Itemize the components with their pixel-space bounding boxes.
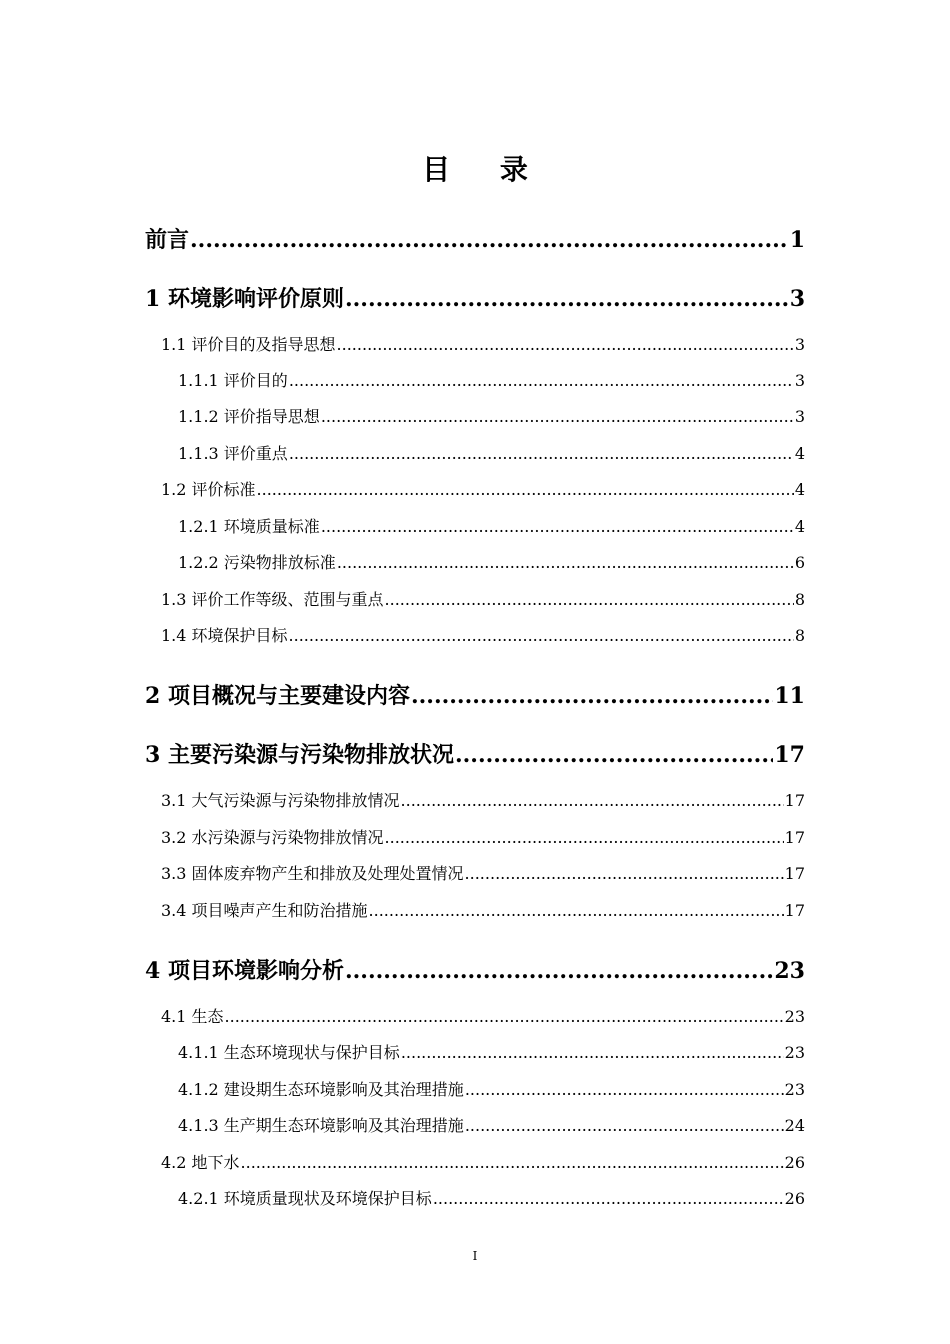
toc-entry-section-4-1[interactable] bbox=[161, 1006, 805, 1028]
toc-entry-page: 6 bbox=[794, 553, 805, 572]
toc-entry-page: 23 bbox=[784, 1007, 805, 1026]
toc-entry-label: 1.2 评价标准 bbox=[161, 480, 256, 499]
toc-entry-label: 1.1.1 评价目的 bbox=[178, 371, 288, 390]
toc-entry-page: 4 bbox=[794, 444, 805, 463]
toc-entry-page: 26 bbox=[784, 1189, 805, 1208]
toc-entry-label: 3.1 大气污染源与污染物排放情况 bbox=[161, 791, 400, 810]
toc-entry-page: 17 bbox=[784, 791, 805, 810]
toc-entry-label: 1 环境影响评价原则 bbox=[145, 286, 344, 312]
toc-entry-section-3-3[interactable] bbox=[161, 863, 805, 885]
dot-leader bbox=[455, 740, 773, 770]
toc-entry-page: 8 bbox=[794, 626, 805, 645]
toc-entry-page: 4 bbox=[794, 517, 805, 536]
dot-leader bbox=[385, 827, 784, 849]
page-title: 目 录 bbox=[422, 153, 548, 186]
toc-entry-page: 24 bbox=[784, 1116, 805, 1135]
toc-entry-label: 4.2.1 环境质量现状及环境保护目标 bbox=[178, 1189, 432, 1208]
dot-leader bbox=[401, 790, 784, 812]
toc-entry-section-1-1-2[interactable] bbox=[178, 406, 805, 428]
dot-leader bbox=[433, 1188, 784, 1210]
dot-leader bbox=[289, 443, 794, 465]
toc-entry-page: 17 bbox=[784, 864, 805, 883]
toc-entry-label: 1.2.1 环境质量标准 bbox=[178, 517, 320, 536]
toc-entry-section-4-1-3[interactable] bbox=[178, 1115, 805, 1137]
toc-entry-page: 17 bbox=[784, 901, 805, 920]
toc-entry-label: 1.4 环境保护目标 bbox=[161, 626, 288, 645]
toc-entry-label: 3.3 固体废弃物产生和排放及处理处置情况 bbox=[161, 864, 464, 883]
toc-entry-section-4-1-1[interactable] bbox=[178, 1042, 805, 1064]
toc-entry-page: 17 bbox=[784, 828, 805, 847]
toc-entry-label: 4.1.3 生产期生态环境影响及其治理措施 bbox=[178, 1116, 464, 1135]
toc-entry-label: 4.2 地下水 bbox=[161, 1153, 240, 1172]
toc-entry-page: 3 bbox=[789, 286, 805, 312]
toc-entry-section-1-1-1[interactable] bbox=[178, 370, 805, 392]
dot-leader bbox=[385, 589, 794, 611]
toc-entry-chapter-1[interactable] bbox=[145, 284, 805, 314]
dot-leader bbox=[321, 516, 794, 538]
toc-entry-page: 1 bbox=[789, 227, 805, 253]
toc-entry-section-1-1[interactable] bbox=[161, 334, 805, 356]
toc-entry-preface[interactable] bbox=[145, 225, 805, 255]
dot-leader bbox=[289, 370, 794, 392]
toc-entry-chapter-2[interactable] bbox=[145, 681, 805, 711]
toc-entry-page: 17 bbox=[774, 742, 805, 768]
dot-leader bbox=[345, 956, 773, 986]
toc-entry-page: 3 bbox=[794, 371, 805, 390]
toc-entry-section-1-1-3[interactable] bbox=[178, 443, 805, 465]
toc-entry-section-4-2-1[interactable] bbox=[178, 1188, 805, 1210]
toc-entry-section-4-2[interactable] bbox=[161, 1152, 805, 1174]
toc-entry-section-1-3[interactable] bbox=[161, 589, 805, 611]
toc-entry-section-3-1[interactable] bbox=[161, 790, 805, 812]
toc-entry-section-1-4[interactable] bbox=[161, 625, 805, 647]
toc-entry-page: 3 bbox=[794, 335, 805, 354]
dot-leader bbox=[225, 1006, 784, 1028]
toc-entry-label: 1.1.2 评价指导思想 bbox=[178, 407, 320, 426]
dot-leader bbox=[465, 1079, 784, 1101]
dot-leader bbox=[411, 681, 773, 711]
dot-leader bbox=[337, 552, 794, 574]
dot-leader bbox=[401, 1042, 784, 1064]
dot-leader bbox=[241, 1152, 784, 1174]
toc-entry-label: 1.3 评价工作等级、范围与重点 bbox=[161, 590, 384, 609]
dot-leader bbox=[465, 1115, 784, 1137]
dot-leader bbox=[337, 334, 794, 356]
toc-entry-page: 23 bbox=[784, 1043, 805, 1062]
toc-entry-label: 1.1.3 评价重点 bbox=[178, 444, 288, 463]
toc-entry-page: 8 bbox=[794, 590, 805, 609]
toc-entry-page: 4 bbox=[794, 480, 805, 499]
dot-leader bbox=[465, 863, 784, 885]
toc-entry-label: 4.1 生态 bbox=[161, 1007, 224, 1026]
toc-entry-section-1-2[interactable] bbox=[161, 479, 805, 501]
toc-entry-section-1-2-1[interactable] bbox=[178, 516, 805, 538]
toc-entry-label: 4 项目环境影响分析 bbox=[145, 958, 344, 984]
toc-entry-label: 1.2.2 污染物排放标准 bbox=[178, 553, 336, 572]
toc-entry-label: 2 项目概况与主要建设内容 bbox=[145, 683, 410, 709]
toc-entry-label: 4.1.1 生态环境现状与保护目标 bbox=[178, 1043, 400, 1062]
dot-leader bbox=[369, 900, 784, 922]
toc-entry-page: 26 bbox=[784, 1153, 805, 1172]
toc-entry-label: 3 主要污染源与污染物排放状况 bbox=[145, 742, 454, 768]
toc-entry-label: 3.4 项目噪声产生和防治措施 bbox=[161, 901, 368, 920]
toc-entry-page: 23 bbox=[784, 1080, 805, 1099]
toc-entry-chapter-3[interactable] bbox=[145, 740, 805, 770]
toc-entry-page: 23 bbox=[774, 958, 805, 984]
toc-entry-label: 4.1.2 建设期生态环境影响及其治理措施 bbox=[178, 1080, 464, 1099]
footer-page-number: I bbox=[472, 1249, 478, 1263]
toc-entry-label: 3.2 水污染源与污染物排放情况 bbox=[161, 828, 384, 847]
dot-leader bbox=[289, 625, 794, 647]
toc-entry-page: 11 bbox=[774, 683, 805, 709]
dot-leader bbox=[190, 225, 789, 255]
toc-entry-section-1-2-2[interactable] bbox=[178, 552, 805, 574]
toc-entry-section-4-1-2[interactable] bbox=[178, 1079, 805, 1101]
dot-leader bbox=[257, 479, 794, 501]
toc-entry-section-3-2[interactable] bbox=[161, 827, 805, 849]
toc-entry-label: 1.1 评价目的及指导思想 bbox=[161, 335, 336, 354]
toc-entry-section-3-4[interactable] bbox=[161, 900, 805, 922]
toc-entry-page: 3 bbox=[794, 407, 805, 426]
toc-entry-chapter-4[interactable] bbox=[145, 956, 805, 986]
toc-entry-label: 前言 bbox=[145, 227, 190, 253]
dot-leader bbox=[345, 284, 789, 314]
dot-leader bbox=[321, 406, 794, 428]
